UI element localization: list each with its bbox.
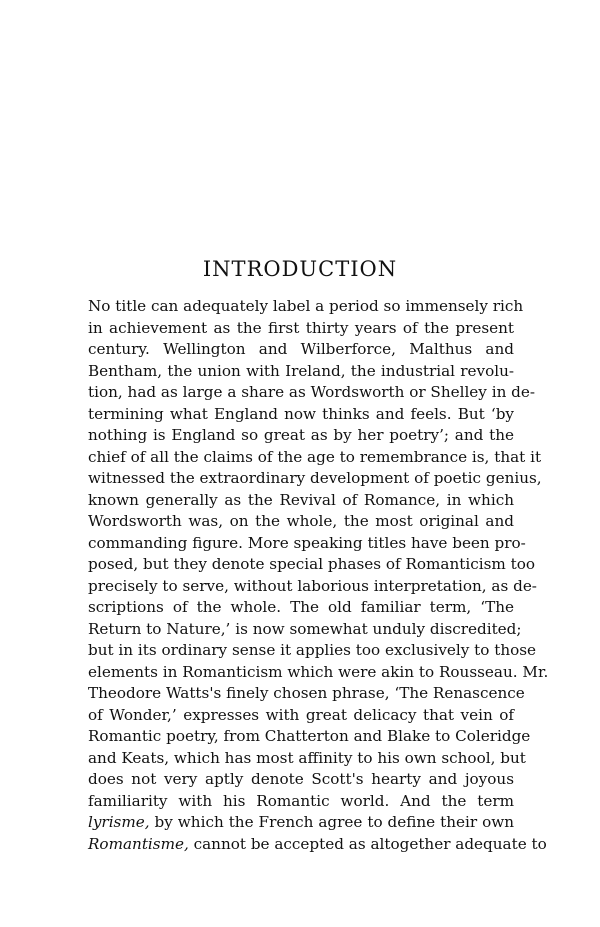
paragraph-line: tion, had as large a share as Wordsworth or Shelley in de- bbox=[88, 383, 536, 401]
paragraph-line: does not very aptly denote Scott's hearty and joyous bbox=[88, 770, 514, 788]
paragraph-line: Wordsworth was, on the whole, the most original and bbox=[88, 512, 514, 530]
paragraph-line: precisely to serve, without laborious interpretation, as de- bbox=[88, 576, 537, 595]
paragraph-line: termining what England now thinks and feels. But ‘by bbox=[88, 404, 514, 423]
paragraph-line: in achievement as the first thirty years of the present bbox=[88, 318, 514, 337]
paragraph-line: familiarity with his Romantic world. And the term bbox=[88, 791, 514, 810]
paragraph-line: known generally as the Revival of Romance, in which bbox=[88, 490, 514, 509]
paragraph-line-italic-lead bbox=[88, 834, 547, 856]
paragraph-line: century. Wellington and Wilberforce, Malthus and bbox=[88, 340, 514, 358]
paragraph-line: witnessed the extraordinary development of poetic genius, bbox=[88, 469, 542, 487]
paragraph-line: of Wonder,’ expresses with great delicacy that vein of bbox=[88, 705, 514, 724]
paragraph-line: posed, but they denote special phases of Romanticism too bbox=[88, 555, 536, 573]
paragraph-line: and Keats, which has most affinity to his own school, but bbox=[88, 748, 526, 767]
paragraph-line: Theodore Watts's finely chosen phrase, ‘The Renascence bbox=[88, 684, 525, 702]
paragraph-line: Bentham, the union with Ireland, the industrial revolu- bbox=[88, 361, 514, 380]
paragraph-line: Return to Nature,’ is now somewhat unduly discredited; bbox=[88, 619, 522, 638]
chapter-heading: INTRODUCTION bbox=[202, 257, 398, 281]
paragraph-line: elements in Romanticism which were akin to Rousseau. Mr. bbox=[88, 662, 549, 681]
paragraph-line-italic-lead bbox=[88, 812, 514, 834]
italic-word-lyrisme: lyrisme, bbox=[88, 813, 150, 831]
paragraph-line: scriptions of the whole. The old familiar term, ‘The bbox=[88, 598, 514, 616]
paragraph-line: chief of all the claims of the age to remembrance is, that it bbox=[88, 447, 542, 466]
paragraph-line: No title can adequately label a period so immensely rich bbox=[88, 297, 524, 315]
introduction-paragraph bbox=[88, 296, 549, 855]
italic-word-romantisme: Romantisme, bbox=[88, 834, 189, 853]
line-remainder: by which the French agree to define their own bbox=[149, 813, 514, 831]
paragraph-line: commanding figure. More speaking titles have been pro- bbox=[88, 533, 526, 552]
paragraph-line: Romantic poetry, from Chatterton and Blake to Coleridge bbox=[88, 727, 531, 745]
paragraph-line: but in its ordinary sense it applies too exclusively to those bbox=[88, 641, 537, 659]
paragraph-line: nothing is England so great as by her poetry’; and the bbox=[88, 426, 514, 444]
line-remainder: cannot be accepted as altogether adequate to bbox=[188, 834, 547, 853]
